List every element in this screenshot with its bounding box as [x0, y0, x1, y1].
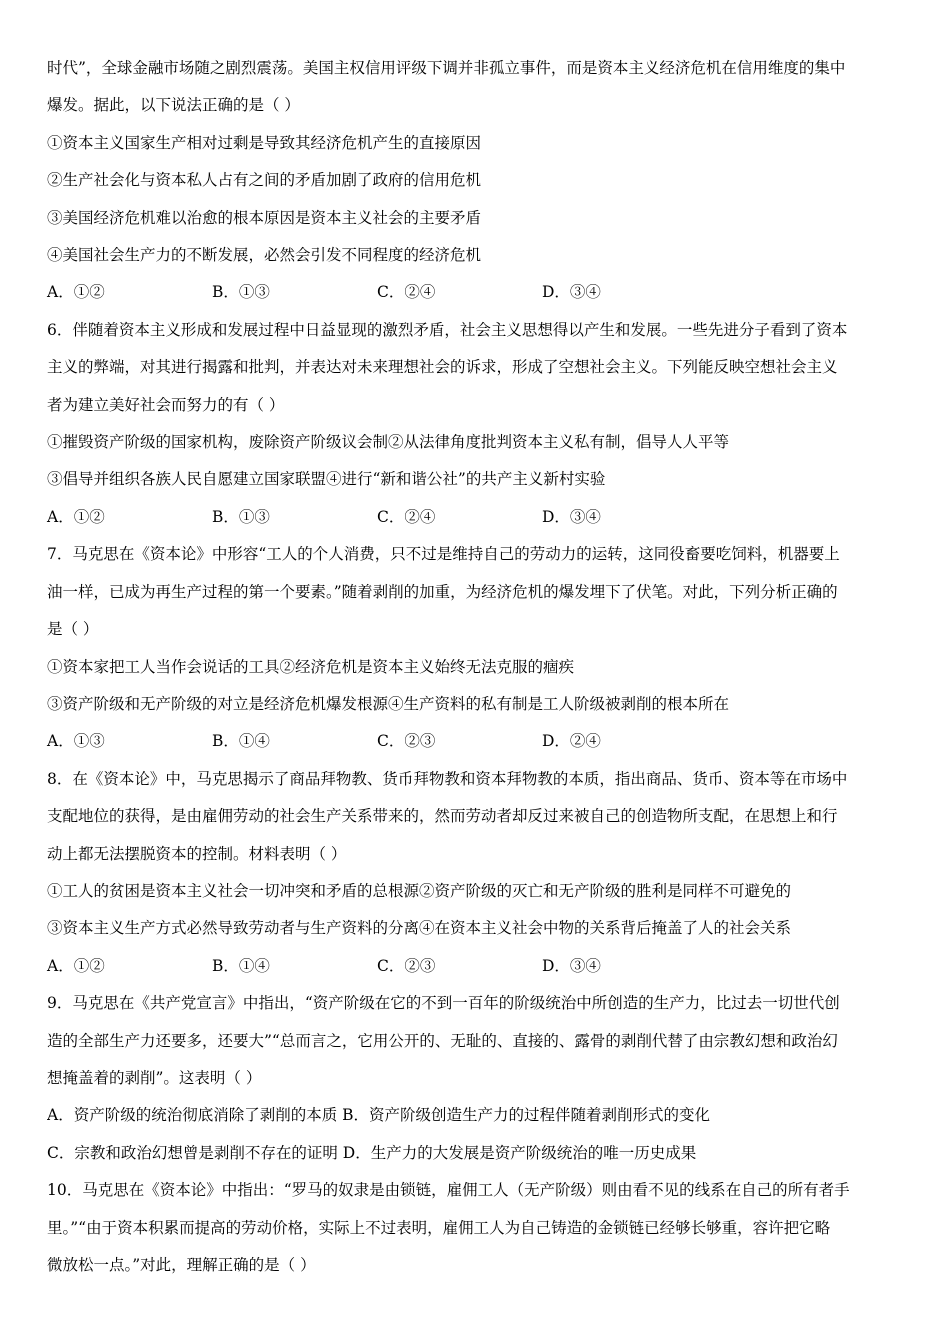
statement-line: ④美国社会生产力的不断发展，必然会引发不同程度的经济危机 — [47, 246, 482, 265]
answer-options — [47, 499, 906, 536]
option-b: B．①④ — [212, 956, 270, 975]
option-a: A．①② — [47, 956, 105, 975]
option-b: B．①④ — [212, 732, 270, 751]
option-d: D．③④ — [542, 507, 601, 526]
option-a: A．①② — [47, 283, 105, 302]
option-d: D．②④ — [542, 732, 601, 751]
question-stem-line: 主义的弊端，对其进行揭露和批判，并表达对未来理想社会的诉求，形成了空想社会主义。下列能反映空想社会主义 — [47, 358, 838, 377]
question-stem-line: 10．马克思在《资本论》中指出：“罗马的奴隶是由锁链，雇佣工人（无产阶级）则由看不见的线系在自己的所有者手 — [47, 1181, 850, 1200]
option-c: C．②④ — [377, 283, 436, 302]
option-c: C．②③ — [377, 956, 436, 975]
option-d: D．③④ — [542, 283, 601, 302]
option-a: A．①② — [47, 507, 105, 526]
statement-line: ①资本主义国家生产相对过剩是导致其经济危机产生的直接原因 — [47, 133, 482, 152]
statement-line: ②生产社会化与资本私人占有之间的矛盾加剧了政府的信用危机 — [47, 171, 482, 190]
question-6 — [47, 312, 906, 536]
question-stem-line: 9．马克思在《共产党宣言》中指出，“资产阶级在它的不到一百年的阶级统治中所创造的生产力，比过去一切世代创 — [47, 994, 840, 1013]
question-stem-line: 是（ ） — [47, 620, 99, 639]
question-stem-line: 爆发。据此，以下说法正确的是（ ） — [47, 96, 300, 115]
question-stem-line: 里。”“由于资本积累而提高的劳动价格，实际上不过表明，雇佣工人为自己铸造的金锁链已经够长够重，容许把它略 — [47, 1218, 831, 1237]
statement-line: ③倡导并组织各族人民自愿建立国家联盟④进行“新和谐公社”的共产主义新村实验 — [47, 470, 606, 489]
question-stem-line: 8．在《资本论》中，马克思揭示了商品拜物教、货币拜物教和资本拜物教的本质，指出商品、货币、资本等在市场中 — [47, 769, 848, 788]
statement-line: ①资本家把工人当作会说话的工具②经济危机是资本主义始终无法克服的痼疾 — [47, 657, 575, 676]
option-line: C．宗教和政治幻想曾是剥削不存在的证明 D．生产力的大发展是资产阶级统治的唯一历史成果 — [47, 1143, 697, 1162]
question-stem-line: 油一样，已成为再生产过程的第一个要素。”随着剥削的加重，为经济危机的爆发埋下了伏笔。对此，下列分析正确的 — [47, 582, 838, 601]
question-8 — [47, 761, 906, 985]
option-b: B．①③ — [212, 507, 270, 526]
question-stem-line: 7．马克思在《资本论》中形容“工人的个人消费，只不过是维持自己的劳动力的运转，这同役畜要吃饲料，机器要上 — [47, 545, 840, 564]
option-d: D．③④ — [542, 956, 601, 975]
question-stem-line: 动上都无法摆脱资本的控制。材料表明（ ） — [47, 844, 347, 863]
answer-options — [47, 723, 906, 760]
option-a: A．①③ — [47, 732, 105, 751]
question-10 — [47, 1172, 906, 1284]
question-stem-line: 6．伴随着资本主义形成和发展过程中日益显现的激烈矛盾，社会主义思想得以产生和发展。一些先进分子看到了资本 — [47, 320, 848, 339]
question-9 — [47, 985, 906, 1172]
statement-line: ③美国经济危机难以治愈的根本原因是资本主义社会的主要矛盾 — [47, 208, 482, 227]
option-c: C．②③ — [377, 732, 436, 751]
option-line: A．资产阶级的统治彻底消除了剥削的本质 B．资产阶级创造生产力的过程伴随着剥削形式的变化 — [47, 1106, 711, 1125]
question-stem-line: 者为建立美好社会而努力的有（ ） — [47, 395, 285, 414]
question-stem-line: 时代”，全球金融市场随之剧烈震荡。美国主权信用评级下调并非孤立事件，而是资本主义经济危机在信用维度的集中 — [47, 59, 846, 77]
question-stem-line: 造的全部生产力还要多，还要大”“总而言之，它用公开的、无耻的、直接的、露骨的剥削代替了由宗教幻想和政治幻 — [47, 1031, 838, 1050]
question-7 — [47, 536, 906, 760]
answer-options — [47, 274, 906, 311]
answer-options — [47, 948, 906, 985]
question-5 — [47, 50, 906, 312]
statement-line: ③资产阶级和无产阶级的对立是经济危机爆发根源④生产资料的私有制是工人阶级被剥削的根本所在 — [47, 694, 730, 713]
option-c: C．②④ — [377, 507, 436, 526]
question-stem-line: 微放松一点。”对此，理解正确的是（ ） — [47, 1256, 316, 1274]
question-stem-line: 支配地位的获得，是由雇佣劳动的社会生产关系带来的，然而劳动者却反过来被自己的创造物所支配，在思想上和行 — [47, 807, 838, 826]
statement-line: ①工人的贫困是资本主义社会一切冲突和矛盾的总根源②资产阶级的灭亡和无产阶级的胜利是同样不可避免的 — [47, 881, 792, 900]
option-b: B．①③ — [212, 283, 270, 302]
statement-line: ①摧毁资产阶级的国家机构，废除资产阶级议会制②从法律角度批判资本主义私有制，倡导人人平等 — [47, 433, 730, 452]
question-stem-line: 想掩盖着的剥削”。这表明（ ） — [47, 1068, 262, 1087]
statement-line: ③资本主义生产方式必然导致劳动者与生产资料的分离④在资本主义社会中物的关系背后掩盖了人的社会关系 — [47, 919, 792, 938]
